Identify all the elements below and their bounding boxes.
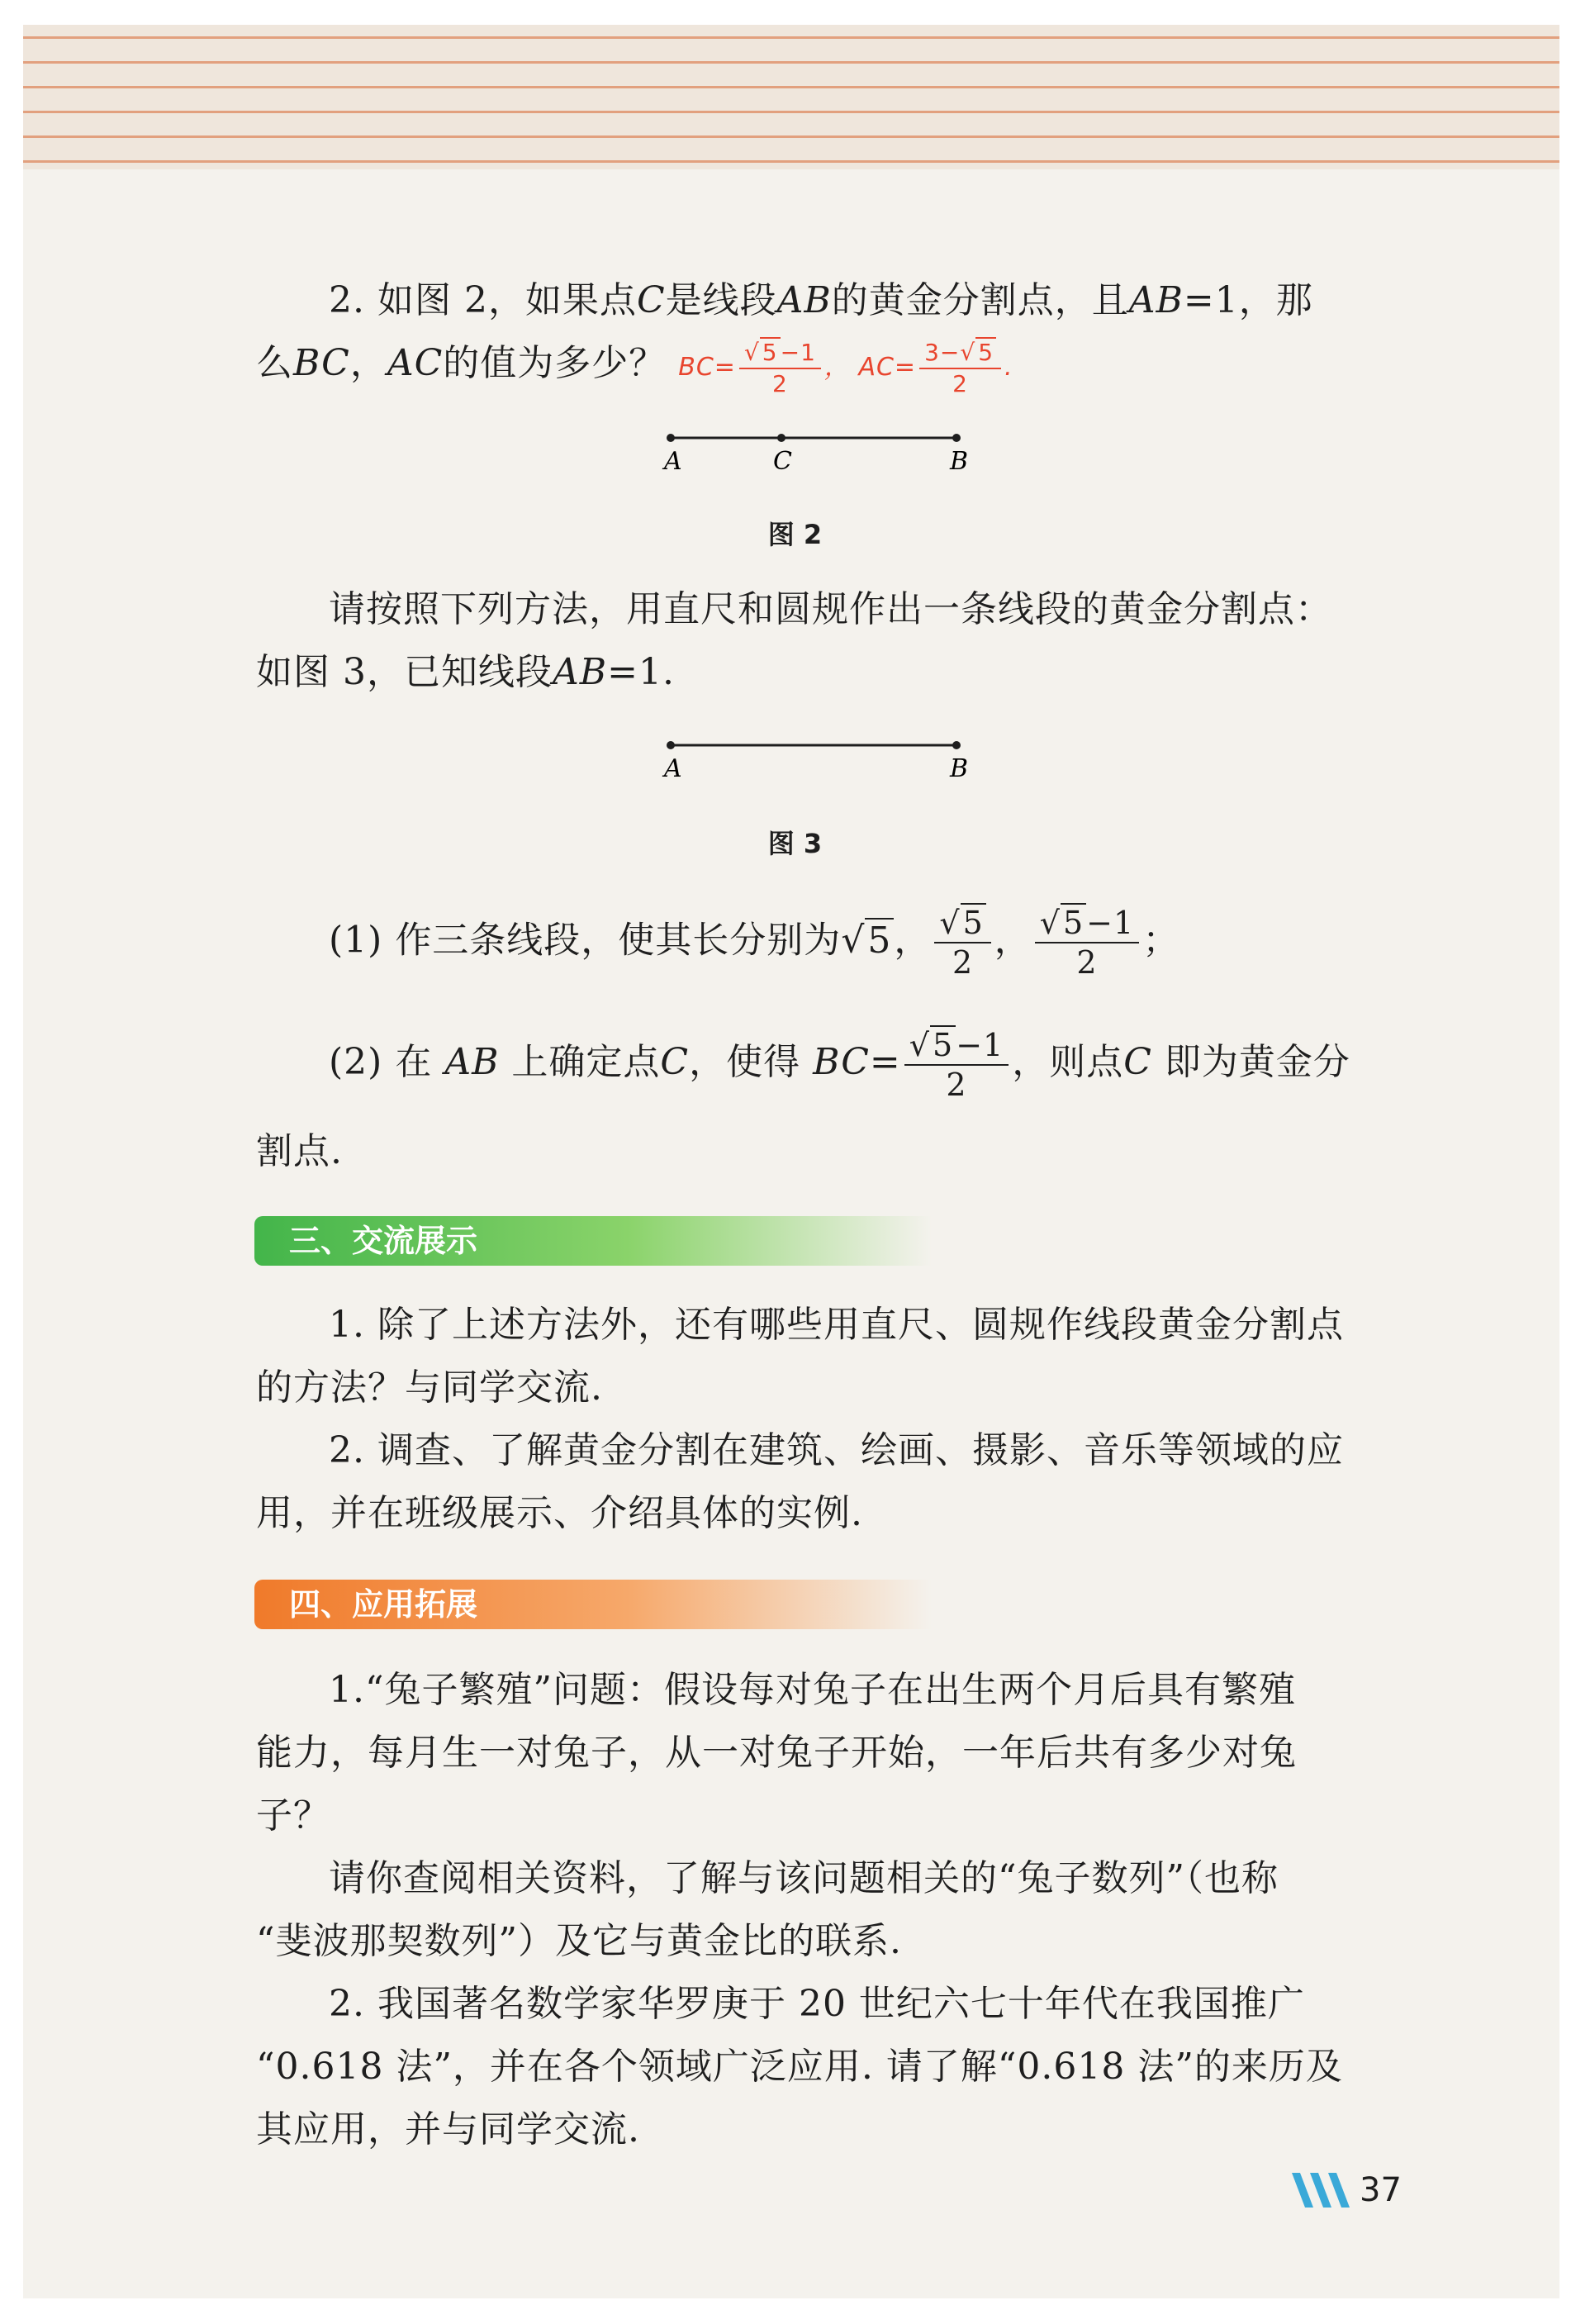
figure-2-label-b: B [950,447,969,476]
figure-3-segment [644,729,991,787]
page-number-stripes-icon [1289,2171,1355,2209]
section-4-items: 1.“兔子繁殖”问题：假设每对兔子在出生两个月后具有繁殖 能力，每月生一对兔子，从一对兔子开始，一年后共有多少对兔子？ 请你查阅相关资料，了解与该问题相关的“兔子数列”（也称 “斐波那契数列”）及它与黄金比的联系. 2. 我国著名数学家华罗庚于 20 世纪六七十年代在我国推广 “0.618 法”，并在各个领域广泛应用. 请了解“0.618 法”的来历及 其应用，并与同学交流. [256,1669,1343,2151]
section-3-items: 1. 除了上述方法外，还有哪些用直尺、圆规作线段黄金分割点 的方法？与同学交流. 2. 调查、了解黄金分割在建筑、绘画、摄影、音乐等领域的应 用，并在班级展示、介绍具体的实例. [256,1304,1344,1534]
figure-2-segment [644,421,991,479]
figure-2-caption: 图 2 [767,519,823,550]
figure-3-caption: 图 3 [767,828,823,859]
figure-2-label-c: C [773,447,792,476]
answer-annotation: BC= $\frac{√ 5 -1}{2}$ ， AC= $\frac{3-√ 5}{2}$ . [678,338,1013,397]
page-number: 37 [1360,2171,1402,2209]
method-paragraph: 请按照下列方法，用直尺和圆规作出一条线段的黄金分割点： 如图 3，已知线段AB=1. [256,588,1332,693]
header-ruled-lines [23,25,1559,169]
problem-2: 2. 如图 2，如果点C是线段AB的黄金分割点，且AB=1，那 么BC，AC的值为多少？ BC= $\frac{√ 5 -1}{2}$ ， AC= $\frac{3-√ 5}{2}$ . [256,279,1313,397]
step-1: (1) 作三条线段，使其长分别为√5， $\frac{√5}{2}$ ， $\frac{√5-1}{2}$ ； [329,905,1180,981]
section-4-banner: 四、应用拓展 [254,1580,932,1629]
figure-3-label-a: A [664,754,682,783]
section-3-banner: 三、交流展示 [254,1216,932,1266]
figure-3-label-b: B [950,754,969,783]
figure-2-label-a: A [664,447,682,476]
step-2: (2) 在 AB 上确定点C，使得 BC= $\frac{√5-1}{2}$ ，则点C 即为黄金分 割点. [256,1026,1350,1172]
